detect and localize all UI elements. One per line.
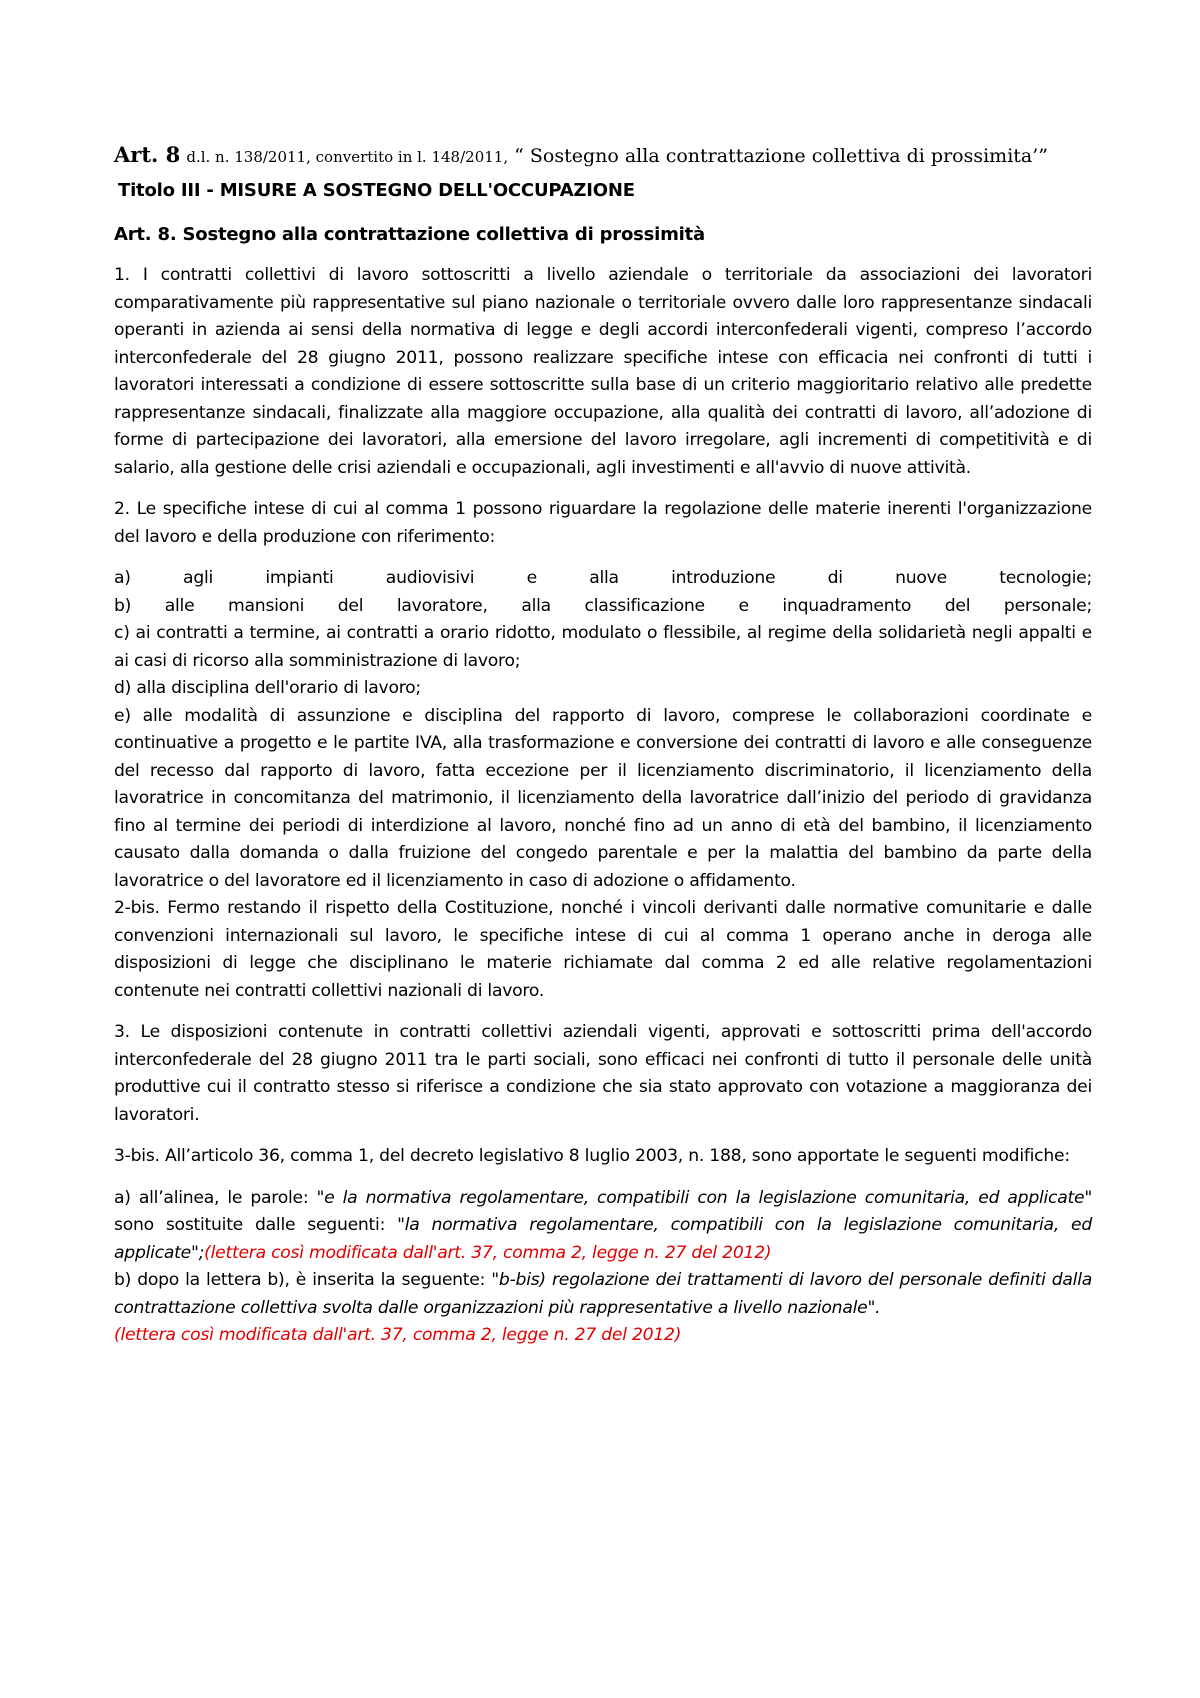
- article-quote-title: “ Sostegno alla contrattazione collettiva di prossimita’”: [514, 145, 1048, 167]
- list-item-c: c) ai contratti a termine, ai contratti a orario ridotto, modulato o flessibile, al regime della solidarietà negli appalti e ai casi di ricorso alla somministrazione di lavoro;: [114, 623, 1092, 671]
- article-heading: Art. 8. Sostegno alla contrattazione collettiva di prossimità: [114, 224, 706, 245]
- list-item-d: d) alla disciplina dell'orario di lavoro;: [114, 678, 421, 698]
- decree-reference: d.l. n. 138/2011, convertito in l. 148/2011,: [186, 148, 509, 166]
- item-b-amendment-note: (lettera così modificata dall'art. 37, comma 2, legge n. 27 del 2012): [114, 1325, 682, 1345]
- item-a-lead: a) all’alinea, le parole:: [114, 1187, 317, 1208]
- paragraph-1: 1. I contratti collettivi di lavoro sottoscritti a livello aziendale o territoriale da associazioni dei lavoratori comparativamente più rappresentative sul piano nazionale o territoriale ovvero dalle loro rappresentanze sindacali operanti in azienda ai sensi della normativa di legge e degli accordi interconfederali vigenti, compreso l’accordo interconfederale del 28 giugno 2011, possono realizzare specifiche intese con efficacia nei confronti di tutti i lavoratori interessati a condizione di essere sottoscritte sulla base di un criterio maggioritario relativo alle predette rappresentanze sindacali, finalizzate alla maggiore occupazione, alla qualità dei contratti di lavoro, all’adozione di forme di partecipazione dei lavoratori, alla emersione del lavoro irregolare, agli incrementi di competitività e di salario, alla gestione delle crisi aziendali e occupazionali, agli investimenti e all'avvio di nuove attività.: [114, 265, 1092, 478]
- document-body: [114, 142, 1092, 1350]
- item-a-quote-1: "e la normativa regolamentare, compatibili con la legislazione comunitaria, ed applicate": [316, 1187, 1092, 1208]
- list-comma-2: [114, 565, 1092, 1005]
- item-b-lead: b) dopo la lettera b), è inserita la seguente:: [114, 1270, 492, 1290]
- document-title: [114, 142, 1092, 170]
- paragraph-3: 3. Le disposizioni contenute in contratti collettivi aziendali vigenti, approvati e sottoscritti prima dell'accordo interconfederale del 28 giugno 2011 tra le parti sociali, sono efficaci nei confronti di tutto il personale delle unità produttive cui il contratto stesso si riferisce a condizione che sia stato approvato con votazione a maggioranza dei lavoratori.: [114, 1022, 1092, 1125]
- paragraph-2: 2. Le specifiche intese di cui al comma 1 possono riguardare la regolazione delle materie inerenti l'organizzazione del lavoro e della produzione con riferimento:: [114, 499, 1092, 547]
- list-item-b: b) alle mansioni del lavoratore, alla classificazione e inquadramento del personale;: [114, 595, 1092, 616]
- item-b-quote: "b-bis) regolazione dei trattamenti di lavoro del personale definiti dalla contrattazione collettiva svolta dalle organizzazioni più rappresentative a livello nazionale".: [114, 1270, 1093, 1318]
- item-a-amendment-note: (lettera così modificata dall'art. 37, comma 2, legge n. 27 del 2012): [204, 1242, 772, 1263]
- paragraph-3-bis-items: [114, 1185, 1092, 1350]
- paragraph-3-bis: 3-bis. All’articolo 36, comma 1, del decreto legislativo 8 luglio 2003, n. 188, sono apportate le seguenti modifiche:: [114, 1146, 1070, 1166]
- section-subtitle: Titolo III - MISURE A SOSTEGNO DELL'OCCUPAZIONE: [118, 180, 635, 201]
- item-a-quote-2: "la normativa regolamentare, compatibili con la legislazione comunitaria, ed applicate";: [114, 1215, 1092, 1263]
- item-a-mid: sono sostituite dalle seguenti:: [114, 1215, 398, 1235]
- list-item-a: a) agli impianti audiovisivi e alla introduzione di nuove tecnologie;: [114, 568, 1092, 588]
- article-number: Art. 8: [114, 142, 181, 167]
- paragraph-2-bis: 2-bis. Fermo restando il rispetto della Costituzione, nonché i vincoli derivanti dalle normative comunitarie e dalle convenzioni internazionali sul lavoro, le specifiche intese di cui al comma 1 operano anche in deroga alle disposizioni di legge che disciplinano le materie richiamate dal comma 2 ed alle relative regolamentazioni contenute nei contratti collettivi nazionali di lavoro.: [114, 898, 1092, 1001]
- list-item-e: e) alle modalità di assunzione e disciplina del rapporto di lavoro, comprese le collaborazioni coordinate e continuative a progetto e le partite IVA, alla trasformazione e conversione dei contratti di lavoro e alle conseguenze del recesso dal rapporto di lavoro, fatta eccezione per il licenziamento discriminatorio, il licenziamento della lavoratrice in concomitanza del matrimonio, il licenziamento della lavoratrice dall’inizio del periodo di gravidanza fino al termine dei periodi di interdizione al lavoro, nonché fino ad un anno di età del bambino, il licenziamento causato dalla domanda o dalla fruizione del congedo parentale e per la malattia del bambino da parte della lavoratrice o del lavoratore ed il licenziamento in caso di adozione o affidamento.: [114, 705, 1092, 891]
